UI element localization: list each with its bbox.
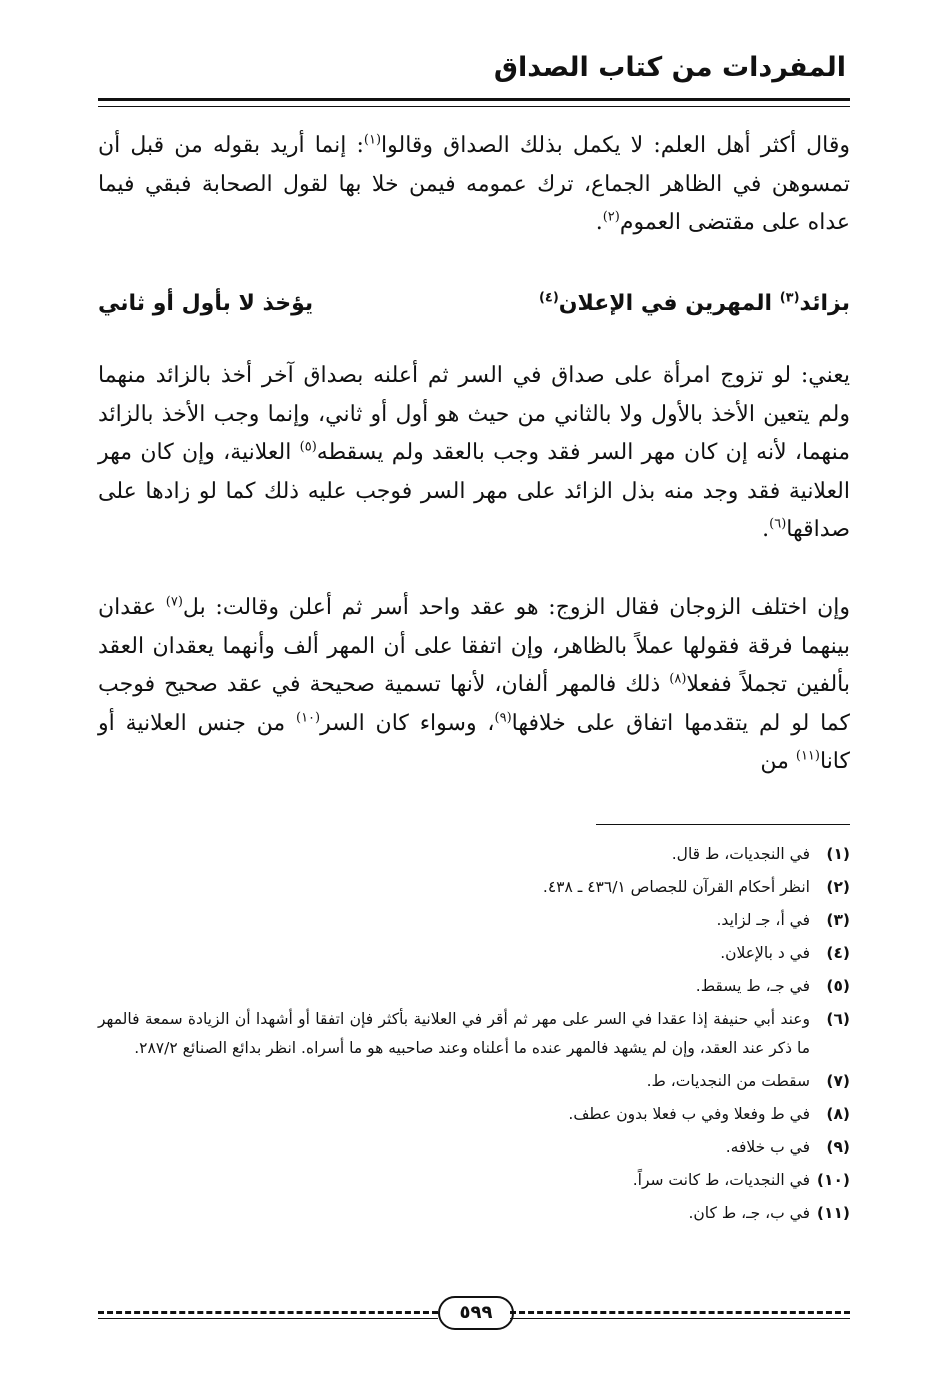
- running-head: المفردات من كتاب الصداق: [493, 52, 846, 83]
- footnote-number: (٣): [826, 911, 850, 929]
- text-run: من: [760, 749, 796, 774]
- footnote-ref: (٦): [769, 516, 787, 532]
- footnote-number: (١١): [816, 1204, 850, 1222]
- text-run: وقال أكثر أهل العلم: لا يكمل بذلك الصداق وقالوا: [381, 133, 850, 158]
- header-rule-thick: [98, 98, 850, 101]
- footnote-number: (٩): [826, 1138, 850, 1156]
- footnote-item: [98, 937, 850, 970]
- footer-line-right: [510, 1318, 850, 1319]
- footnote-text: وعند أبي حنيفة إذا عقدا في السر على مهر ثم أقر في العلانية بأكثر فإن اتفقا أو أشهدا أن الزيادة سمعة فالمهر ما ذكر عند العقد، وإن لم يشهد فالمهر عنده ما أعلناه وعند صاحبيه هو ما أسراه. انظر بدائع الصنائع ٢٨٧/٢.: [98, 1010, 810, 1057]
- footnote-text: انظر أحكام القرآن للجصاص ٤٣٦/١ ـ ٤٣٨.: [542, 878, 810, 896]
- footnote-text: في أ، جـ لزايد.: [716, 911, 810, 929]
- footnote-item: [98, 838, 850, 871]
- text-run: يعني: لو تزوج امرأة على صداق في السر ثم أعلنه بصداق آخر أخذ بالزائد منهما ولم يتعين الأخذ بالأول ولا بالثاني من حيث هو أول أو ثاني، وإنما وجب الأخذ بالزائد منهما، لأنه إن كان مهر السر فقد وجب بالعقد ولم يسقطه: [98, 363, 850, 465]
- footnote-text: في ب خلافه.: [725, 1138, 810, 1156]
- footnote-number: (٨): [826, 1105, 850, 1123]
- footnote-ref: (١٠): [296, 710, 321, 726]
- text-run: .: [762, 517, 770, 542]
- footnote-number: (١٠): [816, 1171, 850, 1189]
- verse-footnote-ref-4: (٤): [538, 290, 559, 306]
- footnote-text: في د بالإعلان.: [720, 944, 810, 962]
- verse-second-hemistich: يؤخذ لا بأول أو ثاني: [98, 291, 314, 316]
- text-run: : إنما أريد بقوله من قبل أن تمسوهن في الظاهر الجماع، ترك عمومه فيمن خلا بها لقول الصحابة فبقي فيما عداه على مقتضى العموم: [98, 133, 850, 235]
- footnote-item: [98, 1131, 850, 1164]
- footnote-text: في النجديات، ط قال.: [671, 845, 810, 863]
- paragraph-1: [98, 127, 850, 243]
- footnote-item: [98, 1098, 850, 1131]
- footnote-text: في النجديات، ط كانت سراً.: [632, 1171, 810, 1189]
- footnote-item: [98, 1197, 850, 1230]
- footnote-item: [98, 970, 850, 1003]
- verse-footnote-ref-3: (٣): [779, 290, 800, 306]
- footnote-text: في جـ، ط يسقط.: [695, 977, 810, 995]
- footnote-ref: (٧): [165, 594, 183, 610]
- footnote-number: (٦): [826, 1010, 850, 1028]
- footnote-number: (٢): [826, 878, 850, 896]
- footnote-ref: (١): [363, 132, 382, 148]
- footnote-separator: [596, 824, 850, 825]
- footer-line-left: [98, 1318, 438, 1319]
- paragraph-1-text: [98, 127, 850, 243]
- footnote-text: سقطت من النجديات، ط.: [646, 1072, 810, 1090]
- footnote-item: [98, 1003, 850, 1065]
- verse-word: بزائد: [799, 291, 850, 316]
- text-run: عقدان بينهما فرقة فقولها عملاً بالظاهر، وإن اتفقا على أن المهر ألف وأنهما يعقدان العقد بألفين تجملاً ففعلا: [98, 595, 850, 697]
- footnote-number: (١): [826, 845, 850, 863]
- footnote-item: [98, 1164, 850, 1197]
- footnote-item: [98, 871, 850, 904]
- text-run: وإن اختلف الزوجان فقال الزوج: هو عقد واحد أسر ثم أعلن وقالت: بل: [182, 595, 850, 620]
- footnote-number: (٤): [826, 944, 850, 962]
- paragraph-3-text: [98, 589, 850, 782]
- footnote-ref: (٥): [299, 439, 317, 455]
- footnote-ref: (٨): [669, 671, 687, 687]
- page-number: ٥٩٩: [438, 1296, 514, 1330]
- footnote-number: (٧): [826, 1072, 850, 1090]
- paragraph-3: [98, 589, 850, 782]
- text-run: ، وسواء كان السر: [320, 710, 495, 736]
- text-run: من جنس العلانية أو كانا: [98, 710, 850, 774]
- header-rule-thin: [98, 106, 850, 107]
- footnote-number: (٥): [826, 977, 850, 995]
- verse-first-hemistich: [539, 291, 850, 316]
- footer-dash-left: [98, 1311, 438, 1314]
- text-run: ذلك فالمهر ألفان، لأنها تسمية صحيحة في عقد صحيح فوجب كما لو لم يتقدمها اتفاق على خلافها: [98, 672, 850, 736]
- paragraph-2: [98, 357, 850, 550]
- footnote-item: [98, 1065, 850, 1098]
- text-run: .: [595, 210, 603, 235]
- footnote-text: في ب، جـ، ط كان.: [688, 1204, 810, 1222]
- verse-line: [98, 283, 850, 327]
- footnote-text: في ط وفعلا وفي ب فعلا بدون عطف.: [568, 1105, 810, 1123]
- footer-dash-right: [510, 1311, 850, 1314]
- verse-rest: المهرين في الإعلان: [558, 291, 780, 316]
- text-run: العلانية، وإن كان مهر العلانية فقد وجد منه بذل الزائد على مهر السر فوجب عليه ذلك كما لو زادها على صداقها: [98, 440, 850, 542]
- footnote-ref: (٩): [494, 710, 512, 726]
- footnote-item: [98, 904, 850, 937]
- footnote-ref: (١١): [795, 748, 820, 764]
- footnote-ref: (٢): [602, 209, 620, 225]
- footnotes-list: [98, 838, 850, 1230]
- page-footer-ornament: [98, 1296, 850, 1330]
- paragraph-2-text: [98, 357, 850, 550]
